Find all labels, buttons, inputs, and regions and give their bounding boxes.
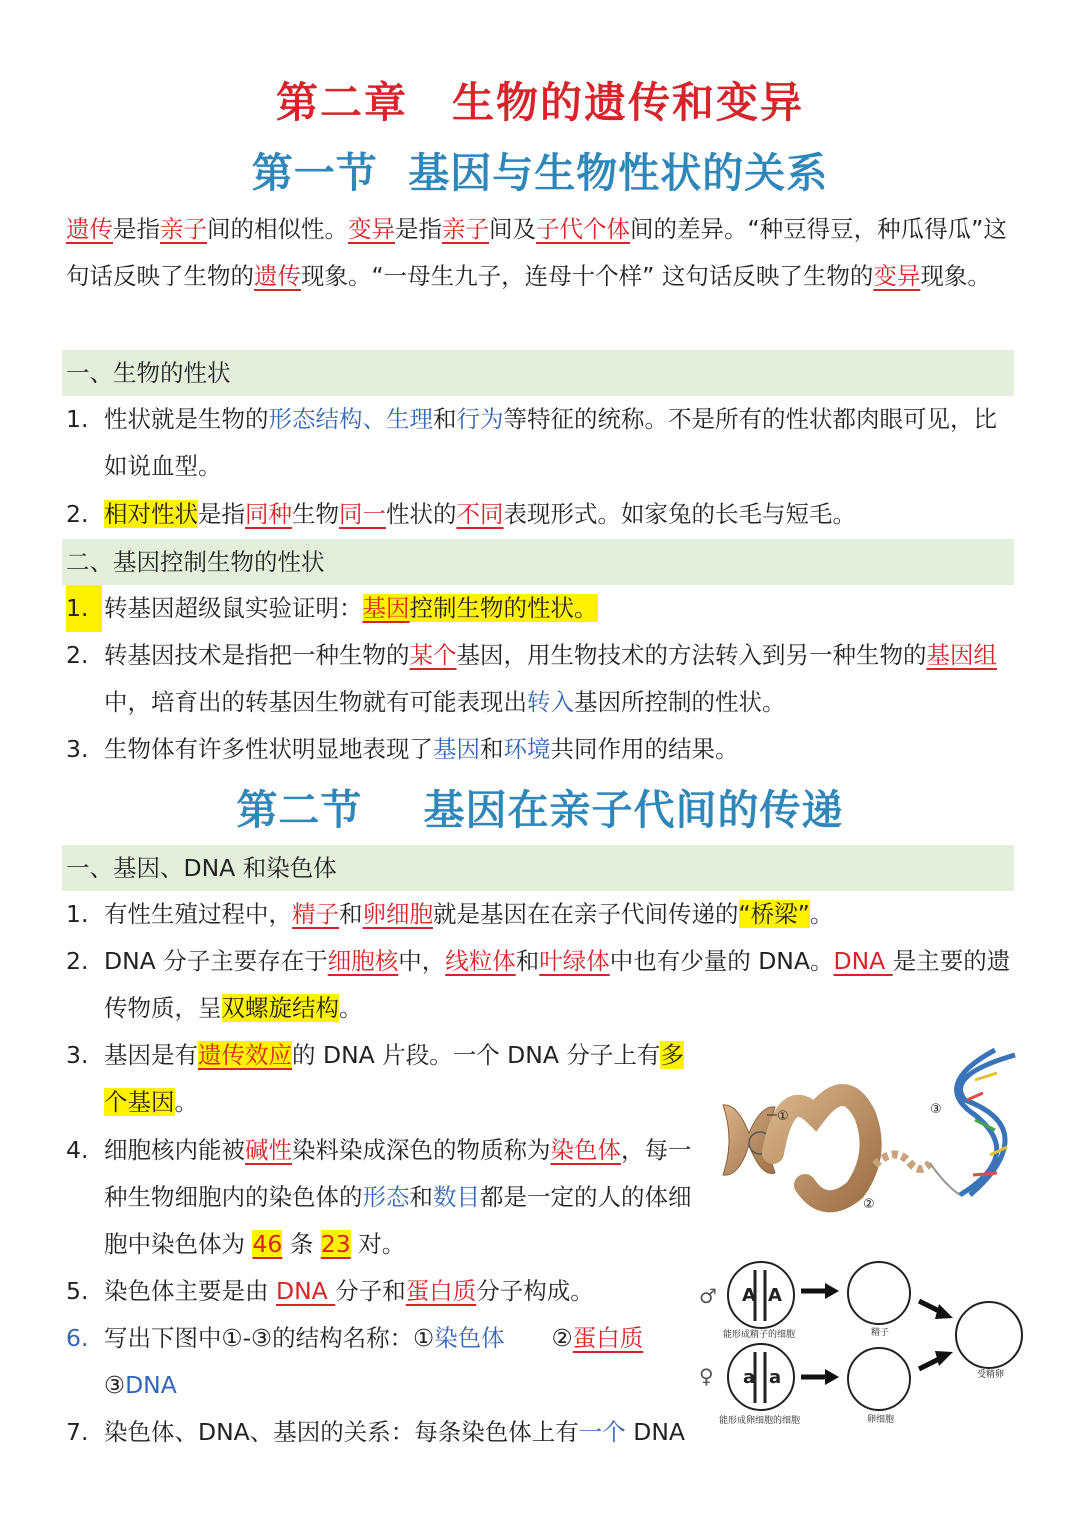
- keyword: 行为: [456, 405, 504, 433]
- item-number: 2.: [66, 947, 89, 975]
- text: DNA 分子主要存在于: [104, 947, 328, 975]
- item-number: 2.: [66, 500, 89, 528]
- term: 遗传: [66, 215, 113, 243]
- female-symbol: ♀: [699, 1364, 714, 1388]
- list-item: [66, 1032, 696, 1126]
- list-item: [66, 491, 1016, 538]
- highlight: “桥梁”: [738, 900, 810, 928]
- text: 生物: [292, 500, 339, 528]
- text: 间的相似性。: [207, 215, 348, 243]
- female-parent-cell: [728, 1344, 794, 1410]
- text: 。: [809, 900, 834, 928]
- subheading-gene-control: 二、基因控制生物的性状: [62, 539, 1014, 585]
- text: 有性生殖过程中，: [104, 900, 292, 928]
- term: 亲子: [442, 215, 489, 243]
- list-item: [66, 1409, 696, 1456]
- item-number: 5.: [66, 1277, 89, 1305]
- text: 每一种生物细胞内的染色体的: [104, 1136, 692, 1211]
- term: DNA: [833, 947, 893, 975]
- highlight: 个基因: [104, 1088, 175, 1116]
- list-item: [66, 1315, 696, 1409]
- text: 性状就是生物的: [104, 405, 269, 433]
- zygote-caption: 受精卵: [977, 1370, 1005, 1380]
- male-cell-caption: 能形成精子的细胞: [723, 1330, 796, 1340]
- term: 变异: [348, 215, 395, 243]
- sperm-caption: 精子: [871, 1328, 890, 1338]
- text: 细胞核内能被: [104, 1136, 245, 1164]
- text: 遗传物质，呈: [104, 947, 1011, 1022]
- highlight: 相对性状: [104, 500, 198, 528]
- term: 细胞核: [327, 947, 399, 975]
- egg-caption: 卵细胞: [867, 1415, 895, 1425]
- text: 转基因超级鼠实验证明：: [104, 594, 363, 622]
- item-number: 1.: [66, 405, 89, 433]
- term: 遗传: [254, 262, 301, 290]
- text: 共同作用的结果。: [550, 735, 739, 763]
- term: 遗传效应: [198, 1041, 292, 1069]
- item-number: 1.: [66, 585, 102, 632]
- allele-label: A: [768, 1285, 782, 1306]
- arrow-icon: [919, 1351, 953, 1369]
- keyword: 转入: [527, 688, 574, 716]
- text: 分子构成。: [476, 1277, 594, 1305]
- term: 46: [252, 1230, 283, 1258]
- text: 是指: [198, 500, 245, 528]
- text: 都是一定的: [480, 1183, 598, 1211]
- chapter-title: 第二章 生物的遗传和变异: [275, 78, 804, 127]
- text: 性状的: [386, 500, 457, 528]
- term: 蛋白质: [405, 1277, 477, 1305]
- text: 染色体、DNA、基因的关系：每条染色体上有: [104, 1418, 579, 1446]
- section-title-2: 第二节 基因在亲子代间的传递: [236, 786, 844, 834]
- subheading-traits: 一、生物的性状: [62, 350, 1014, 396]
- intro-paragraph: [66, 206, 1016, 300]
- arrow-icon: [919, 1301, 953, 1319]
- item-number: 3.: [66, 1041, 89, 1069]
- keyword: DNA: [125, 1371, 177, 1399]
- text: 得瓜”这句话反映了生物的: [66, 215, 1007, 290]
- text: 就是基因在在亲子代间传递的: [433, 900, 739, 928]
- keyword: 一个: [578, 1418, 626, 1446]
- text: 间及: [489, 215, 536, 243]
- figure-label-3: ③: [930, 1102, 942, 1117]
- keyword: 形态: [362, 1183, 410, 1211]
- fertilization-diagram: [695, 1255, 1035, 1435]
- text: 现象。“一母生九子，连母十个样” 这句话反映了生: [301, 262, 827, 290]
- male-parent-cell: [728, 1262, 794, 1328]
- highlight: 多: [660, 1041, 684, 1069]
- text: DNA: [625, 1418, 685, 1446]
- highlight: 控制生物的性状。: [409, 594, 598, 622]
- list-item: [66, 396, 1016, 490]
- term: 叶绿体: [539, 947, 610, 975]
- item-number: 7.: [66, 1418, 89, 1446]
- chromosome-dna-figure: [705, 1045, 1035, 1225]
- text: 。: [339, 994, 363, 1022]
- female-cell-caption: 能形成卵细胞的细胞: [719, 1416, 801, 1426]
- list-item: [66, 726, 1016, 773]
- list-item: [66, 891, 1016, 938]
- text: ③: [104, 1324, 691, 1399]
- list-item: [66, 1127, 696, 1268]
- term: 线粒体: [445, 947, 516, 975]
- term: 染色体: [550, 1136, 621, 1164]
- text: ②: [504, 1324, 573, 1352]
- text: 是指: [113, 215, 160, 243]
- dna-helix-icon: [957, 1050, 1015, 1195]
- term: 不同: [456, 500, 504, 528]
- text: 等特征的统称。不是所有的性状都肉眼可见，: [503, 405, 974, 433]
- term: 同一: [339, 500, 386, 528]
- text: 中也有少量的 DNA。: [609, 947, 834, 975]
- text: 染色体主要是由: [104, 1277, 276, 1305]
- text: 中，: [398, 947, 446, 975]
- text: 人的体细胞中染色体为: [104, 1183, 692, 1258]
- text: 基因所控制的性状。: [574, 688, 786, 716]
- text: 和: [433, 405, 457, 433]
- keyword: 环境: [503, 735, 551, 763]
- arrow-icon: [801, 1283, 839, 1299]
- subheading-gene-dna-chromosome: 一、基因、DNA 和染色体: [62, 845, 1014, 891]
- term: 某个: [409, 641, 457, 669]
- text: 比如说血型。: [104, 405, 997, 480]
- text: 分子和: [335, 1277, 406, 1305]
- text: 的 DNA 片段。一个 DNA 分子上有: [292, 1041, 661, 1069]
- egg-cell: [848, 1348, 910, 1410]
- allele-label: a: [743, 1367, 756, 1388]
- text: 表现形式。如家兔的长毛与短毛。: [503, 500, 856, 528]
- term: 基因: [362, 594, 410, 622]
- text: 基因，用生物技术的方法转入到另一种生物的: [456, 641, 927, 669]
- list-item: [66, 585, 1016, 632]
- sperm-cell: [848, 1262, 910, 1324]
- term: 同种: [245, 500, 292, 528]
- text: 写出下图中①-③的结构名称：①: [104, 1324, 435, 1352]
- term: 亲子: [160, 215, 207, 243]
- text: 是指: [395, 215, 442, 243]
- arrow-icon: [801, 1369, 839, 1385]
- list-item: [66, 632, 1016, 726]
- text: 和: [515, 947, 540, 975]
- text: 现象。: [920, 262, 991, 290]
- item-number: 3.: [66, 735, 89, 763]
- term: 因组: [950, 641, 997, 669]
- item-number: 2.: [66, 641, 89, 669]
- text: 转基因技术是指把一种生物的: [104, 641, 410, 669]
- item-number: 6.: [66, 1324, 89, 1352]
- list-item: [66, 1268, 696, 1315]
- text: ，: [621, 1136, 645, 1164]
- keyword: 数目: [433, 1183, 480, 1211]
- item-number: 4.: [66, 1136, 89, 1164]
- text: 基因是有: [104, 1041, 198, 1069]
- male-symbol: ♂: [699, 1284, 717, 1308]
- keyword: 形态结构、生理: [268, 405, 433, 433]
- zygote-cell: [956, 1302, 1022, 1368]
- text: 物的: [826, 262, 874, 290]
- figure-label-1: ①: [777, 1109, 789, 1124]
- term: 变异: [873, 262, 921, 290]
- text: 和: [480, 735, 504, 763]
- text: 间的差异。“种豆得豆，种瓜: [630, 215, 925, 243]
- text: 条: [282, 1230, 321, 1258]
- term: 23: [320, 1230, 351, 1258]
- list-item: [66, 938, 1016, 1032]
- allele-label: A: [742, 1285, 756, 1306]
- text: 中，培育出的转基因生物就有可能表现出: [104, 688, 527, 716]
- term: 精子: [292, 900, 339, 928]
- term: 基: [926, 641, 950, 669]
- text: 和: [339, 900, 363, 928]
- figure-label-2: ②: [863, 1197, 875, 1212]
- term: 质: [619, 1324, 644, 1352]
- highlight: 双螺旋结构: [221, 994, 339, 1022]
- text: 对。: [350, 1230, 406, 1258]
- term: DNA: [275, 1277, 336, 1305]
- text: 染料染成深色的物质称为: [292, 1136, 551, 1164]
- text: 和: [409, 1183, 433, 1211]
- term: 子代个体: [536, 215, 630, 243]
- term: 碱性: [245, 1136, 292, 1164]
- term: 蛋白: [572, 1324, 620, 1352]
- text: 。: [174, 1088, 198, 1116]
- keyword: 基因: [433, 735, 480, 763]
- text: 是主要的: [892, 947, 987, 975]
- section-title-1: 第一节 基因与生物性状的关系: [251, 149, 829, 197]
- item-number: 1.: [66, 900, 89, 928]
- term: 卵细胞: [362, 900, 433, 928]
- allele-label: a: [769, 1367, 782, 1388]
- text: 生物体有许多性状明显地表现了: [104, 735, 433, 763]
- keyword: 染色体: [434, 1324, 505, 1352]
